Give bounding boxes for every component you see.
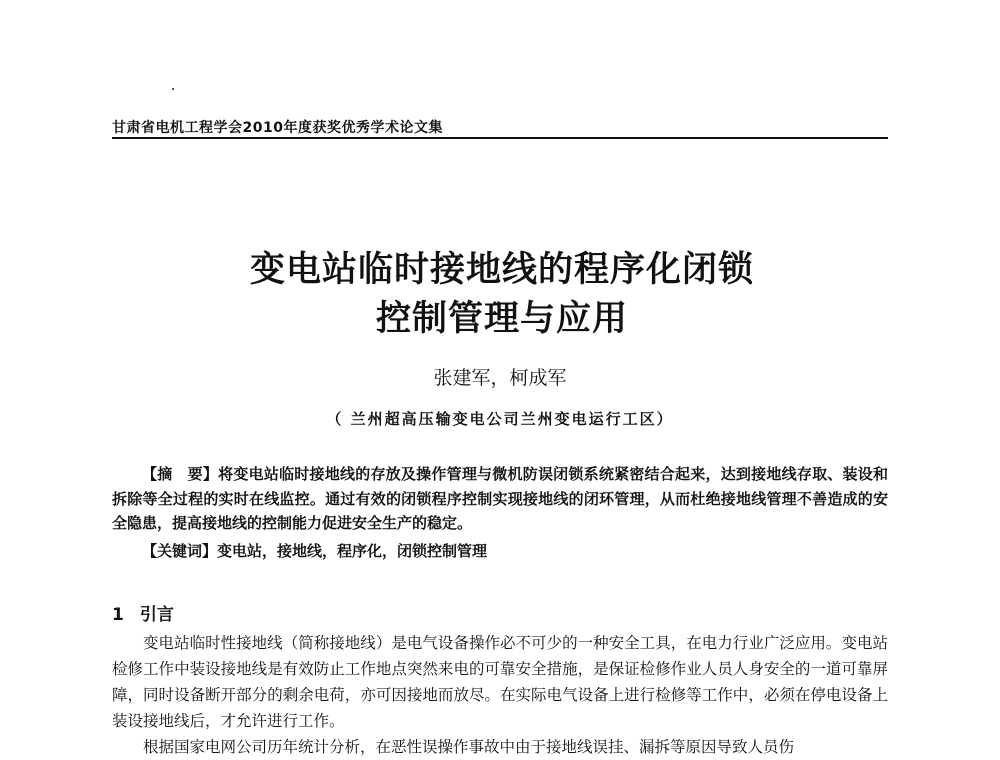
header-rule (112, 137, 888, 139)
affiliation: （ 兰州超高压输变电公司兰州变电运行工区） (326, 410, 674, 428)
title-line-2: 控制管理与应用 (375, 298, 628, 339)
body-paragraph-2: 根据国家电网公司历年统计分析，在恶性误操作事故中由于接地线误挂、漏拆等原因导致人员伤 (143, 738, 795, 756)
body-paragraph-1: 变电站临时性接地线（简称接地线）是电气设备操作必不可少的一种安全工具，在电力行业广泛应用。变电站检修工作中装设接地线是有效防止工作地点突然来电的可靠安全措施，是保证检修作业人员人身安全的一道可靠屏障，同时设备断开部分的剩余电荷，亦可因接地而放尽。在实际电气设备上进行检修等工作中，必须在停电设备上装设接地线后，才允许进行工作。 (112, 634, 888, 730)
authors: 张建军，柯成军 (433, 367, 567, 389)
running-head: 甘肃省电机工程学会2010年度获奖优秀学术论文集 (112, 120, 443, 136)
keywords-label: 【关键词】 (142, 542, 218, 560)
section-number: 1 (112, 605, 124, 625)
title-line-1: 变电站临时接地线的程序化闭锁 (249, 249, 754, 290)
abstract-label: 【摘 要】 (142, 465, 219, 483)
section-title: 引言 (139, 605, 174, 625)
keywords (142, 539, 888, 563)
abstract (112, 462, 888, 536)
keywords-text: 变电站，接地线，程序化，闭锁控制管理 (217, 542, 488, 560)
scan-speck (172, 88, 174, 90)
section-heading (112, 600, 174, 625)
abstract-text: 将变电站临时接地线的存放及操作管理与微机防误闭锁系统紧密结合起来，达到接地线存取、装设和拆除等全过程的实时在线监控。通过有效的闭锁程序控制实现接地线的闭环管理，从而杜绝接地线管理不善造成的安全隐患，提高接地线的控制能力促进安全生产的稳定。 (112, 465, 888, 532)
